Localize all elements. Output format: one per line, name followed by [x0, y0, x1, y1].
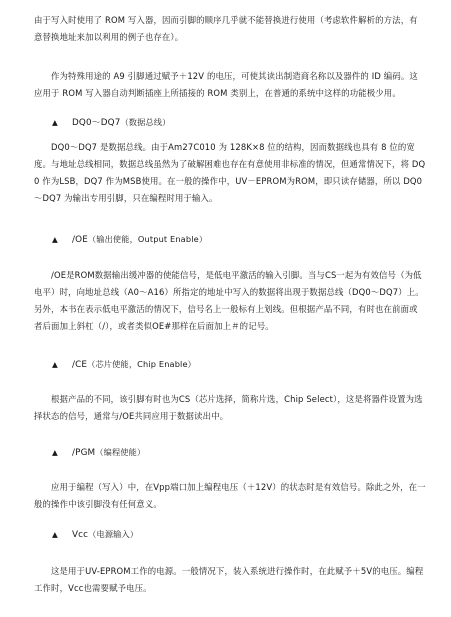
paragraph-data-bus: DQ0～DQ7 是数据总线。由于Am27C010 为 128K×8 位的结构，因而数据线也具有 8 位的宽度。与地址总线相同，数据总线虽然为了破解困难也存在有意使用非标准的情况，但通常情况下，将 DQ0 作为LSB，DQ7 作为MSB使用。在一般的操作中，UV－EPROM为ROM，即只读存储器，所以 DQ0～DQ7 为输出专用引脚，只在编程时用于输入。 — [34, 142, 426, 203]
heading-label: （数据总线） — [120, 117, 171, 127]
heading-chip-enable — [52, 356, 426, 374]
heading-output-enable — [52, 231, 426, 249]
heading-label: （编程使能） — [95, 447, 146, 457]
heading-label: （芯片使能，Chip Enable） — [87, 359, 197, 369]
heading-code: Vcc — [72, 530, 89, 540]
heading-label: （输出使能，Output Enable） — [87, 234, 208, 244]
heading-label: （电源输入） — [88, 529, 139, 539]
paragraph-power-input: 这是用于UV-EPROM工作的电源。一般情况下，装入系统进行操作时，在此赋予＋5V的电压。编程工作时，Vcc也需要赋予电压。 — [34, 566, 424, 593]
heading-code: /PGM — [72, 448, 96, 458]
triangle-marker-icon: ▲ — [52, 360, 58, 369]
paragraph-output-enable: /OE是ROM数据输出缓冲器的使能信号，是低电平激活的输入引脚。当与CS一起为有效信号（为低电平）时，向地址总线（A0～A16）所指定的地址中写入的数据将出现于数据总线（DQ0～DQ7）上。另外，本书在表示低电平激活的情况下，信号名上一般标有上划线。但根据产品不同，有时也在前面或者后面加上斜杠（/），或者类似OE#那样在后面加上＃的记号。 — [34, 270, 424, 331]
triangle-marker-icon: ▲ — [52, 118, 58, 127]
heading-power-input — [52, 526, 426, 544]
paragraph-chip-enable: 根据产品的不同，该引脚有时也为CS（芯片选择，简称片选，Chip Select），这是将器件设置为选择状态的信号，通常与/OE共同应用于数据读出中。 — [34, 394, 423, 421]
triangle-marker-icon: ▲ — [52, 448, 58, 457]
paragraph-rom-writer: 由于写入时使用了 ROM 写入器，因而引脚的顺序几乎就不能替换进行使用（考虑软件解析的方法，有意替换地址来加以利用的例子也存在）。 — [34, 15, 418, 42]
heading-code: /OE — [72, 235, 88, 245]
heading-code: /CE — [72, 360, 88, 370]
heading-data-bus — [52, 114, 426, 132]
triangle-marker-icon: ▲ — [52, 530, 58, 539]
paragraph-a9-pin: 作为特殊用途的 A9 引脚通过赋予＋12V 的电压，可使其读出制造商名称以及器件的 ID 编码。这应用于 ROM 写入器自动判断插座上所插接的 ROM 类别上，在普通的系统中这样的功能极少用。 — [34, 71, 418, 98]
triangle-marker-icon: ▲ — [52, 235, 58, 244]
heading-code: DQ0～DQ7 — [72, 118, 121, 128]
paragraph-program-enable: 应用于编程（写入）中，在Vpp端口加上编程电压（＋12V）的状态时是有效信号。除此之外，在一般的操作中该引脚没有任何意义。 — [34, 482, 426, 509]
heading-program-enable — [52, 444, 426, 462]
